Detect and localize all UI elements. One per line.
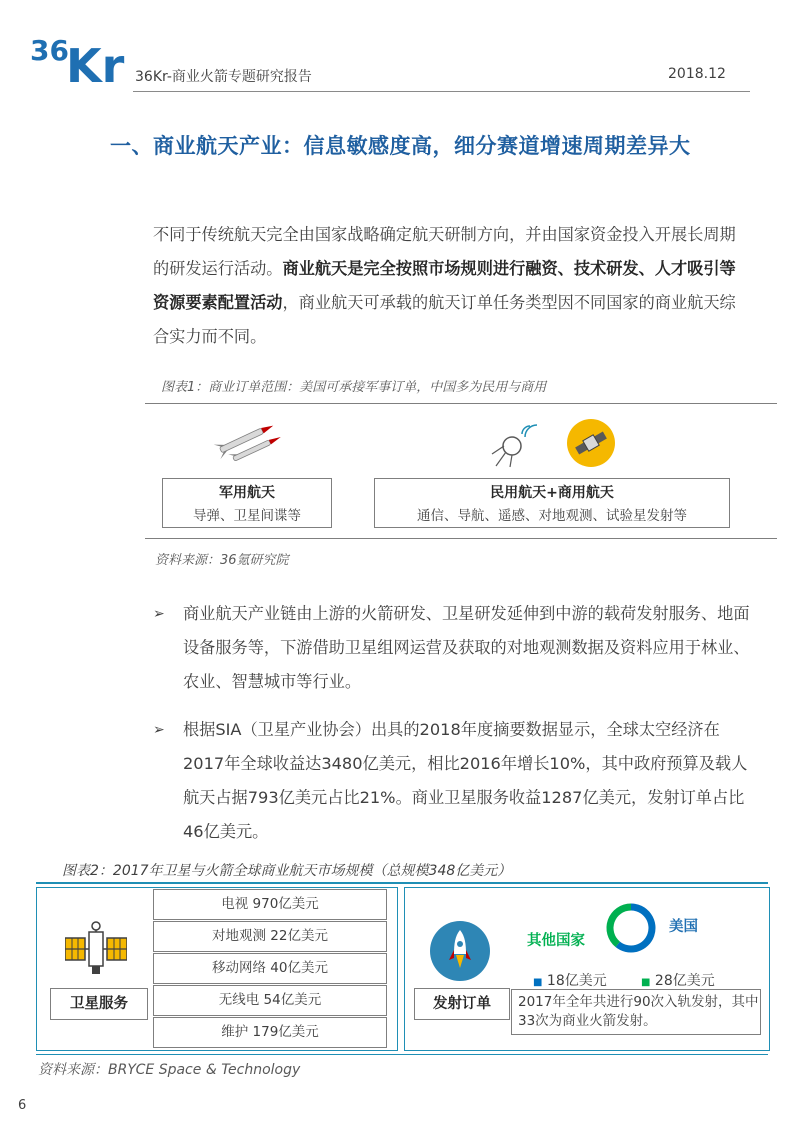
figure2-source: 资料来源：BRYCE Space & Technology (38, 1062, 301, 1078)
figure1-top-rule (145, 403, 777, 404)
bullet-text: 根据SIA（卫星产业协会）出具的2018年度摘要数据显示，全球太空经济在2017年全球收益达3480亿美元，相比2016年增长10%，其中政府预算及载人航天占据793亿美元占比21%。商业卫星服务收益1287亿美元，发射订单占比46亿美元。 (183, 720, 748, 841)
legend-value-usa: 28亿美元 (654, 973, 715, 989)
figure1-bottom-rule (145, 538, 777, 539)
satellite-item-radio: 无线电 54亿美元 (153, 985, 387, 1016)
intro-text-2: ，商业航天可承载的航天订单任务类型因不同国家的商业航天综合实力而不同。 (153, 293, 736, 346)
legend-item-usa (641, 970, 715, 990)
satellite-icon (65, 920, 127, 978)
sputnik-satellite-icon (490, 420, 540, 468)
satellite-item-tv: 电视 970亿美元 (153, 889, 387, 920)
36kr-logo (30, 30, 140, 85)
satellite-services-label: 卫星服务 (50, 988, 148, 1020)
figure1-caption: 图表1：商业订单范围：美国可承接军事订单，中国多为民用与商用 (161, 380, 547, 395)
bullet-text: 商业航天产业链由上游的火箭研发、卫星研发延伸到中游的载荷发射服务、地面设备服务等，下游借助卫星组网运营及获取的对地观测数据及资料应用于林业、农业、智慧城市等行业。 (183, 604, 750, 691)
launch-orders-note: 2017年全年共进行90次入轨发射，其中33次为商业火箭发射。 (511, 989, 761, 1035)
svg-text:Kr: Kr (66, 39, 125, 85)
military-space-title: 军用航天 (219, 485, 275, 501)
intro-text-1: 不同于传统航天完全由国家战略确定航天研制方向，并由国家资金投入开展长周期的研发运行活动。 (153, 225, 736, 278)
page-number: 6 (18, 1098, 27, 1113)
header-date: 2018.12 (668, 66, 726, 82)
satellite-item-maintenance: 维护 179亿美元 (153, 1017, 387, 1048)
header-title: 36Kr-商业火箭专题研究报告 (135, 69, 312, 85)
rocket-icon (429, 920, 491, 982)
legend-swatch-green-icon: ■ (641, 977, 651, 988)
legend-swatch-blue-icon: ■ (533, 977, 543, 988)
launch-orders-panel (404, 887, 770, 1051)
civil-commercial-space-title: 民用航天+商用航天 (490, 485, 614, 501)
pie-slice-usa (618, 907, 652, 949)
bullet-item (153, 597, 753, 699)
pie-slice-other-countries (610, 907, 631, 944)
civil-commercial-space-box (374, 478, 730, 528)
bullet-arrow-icon: ➢ (153, 606, 165, 622)
legend-value-other: 18亿美元 (546, 973, 607, 989)
header-divider (133, 91, 750, 92)
legend-item-other (533, 970, 607, 990)
satellite-services-panel (36, 887, 398, 1051)
bullet-item (153, 713, 753, 849)
missile-icon (210, 420, 290, 465)
figure1-source: 资料来源：36氪研究院 (155, 553, 289, 568)
svg-text:36: 36 (30, 34, 69, 67)
military-space-box (162, 478, 332, 528)
legend-label-other-countries: 其他国家 (527, 933, 585, 949)
bullet-arrow-icon: ➢ (153, 722, 165, 738)
intro-bold-text: 商业航天是完全按照市场规则进行融资、技术研发、人才吸引等资源要素配置活动 (153, 259, 736, 312)
figure2-top-rule (36, 882, 768, 884)
military-space-examples: 导弹、卫星间谍等 (193, 508, 301, 524)
figure2-caption: 图表2：2017年卫星与火箭全球商业航天市场规模（总规模348亿美元） (62, 863, 512, 879)
intro-paragraph (153, 218, 749, 354)
civil-commercial-space-examples: 通信、导航、遥感、对地观测、试验星发射等 (417, 508, 687, 524)
satellite-item-earth-observation: 对地观测 22亿美元 (153, 921, 387, 952)
satellite-item-mobile-network: 移动网络 40亿美元 (153, 953, 387, 984)
legend-label-usa: 美国 (669, 919, 698, 935)
satellite-badge-icon (566, 418, 616, 468)
section-title: 一、商业航天产业：信息敏感度高，细分赛道增速周期差异大 (110, 134, 691, 158)
launch-orders-donut-chart (605, 902, 657, 954)
launch-orders-label: 发射订单 (414, 988, 510, 1020)
figure2-bottom-rule (36, 1054, 768, 1055)
